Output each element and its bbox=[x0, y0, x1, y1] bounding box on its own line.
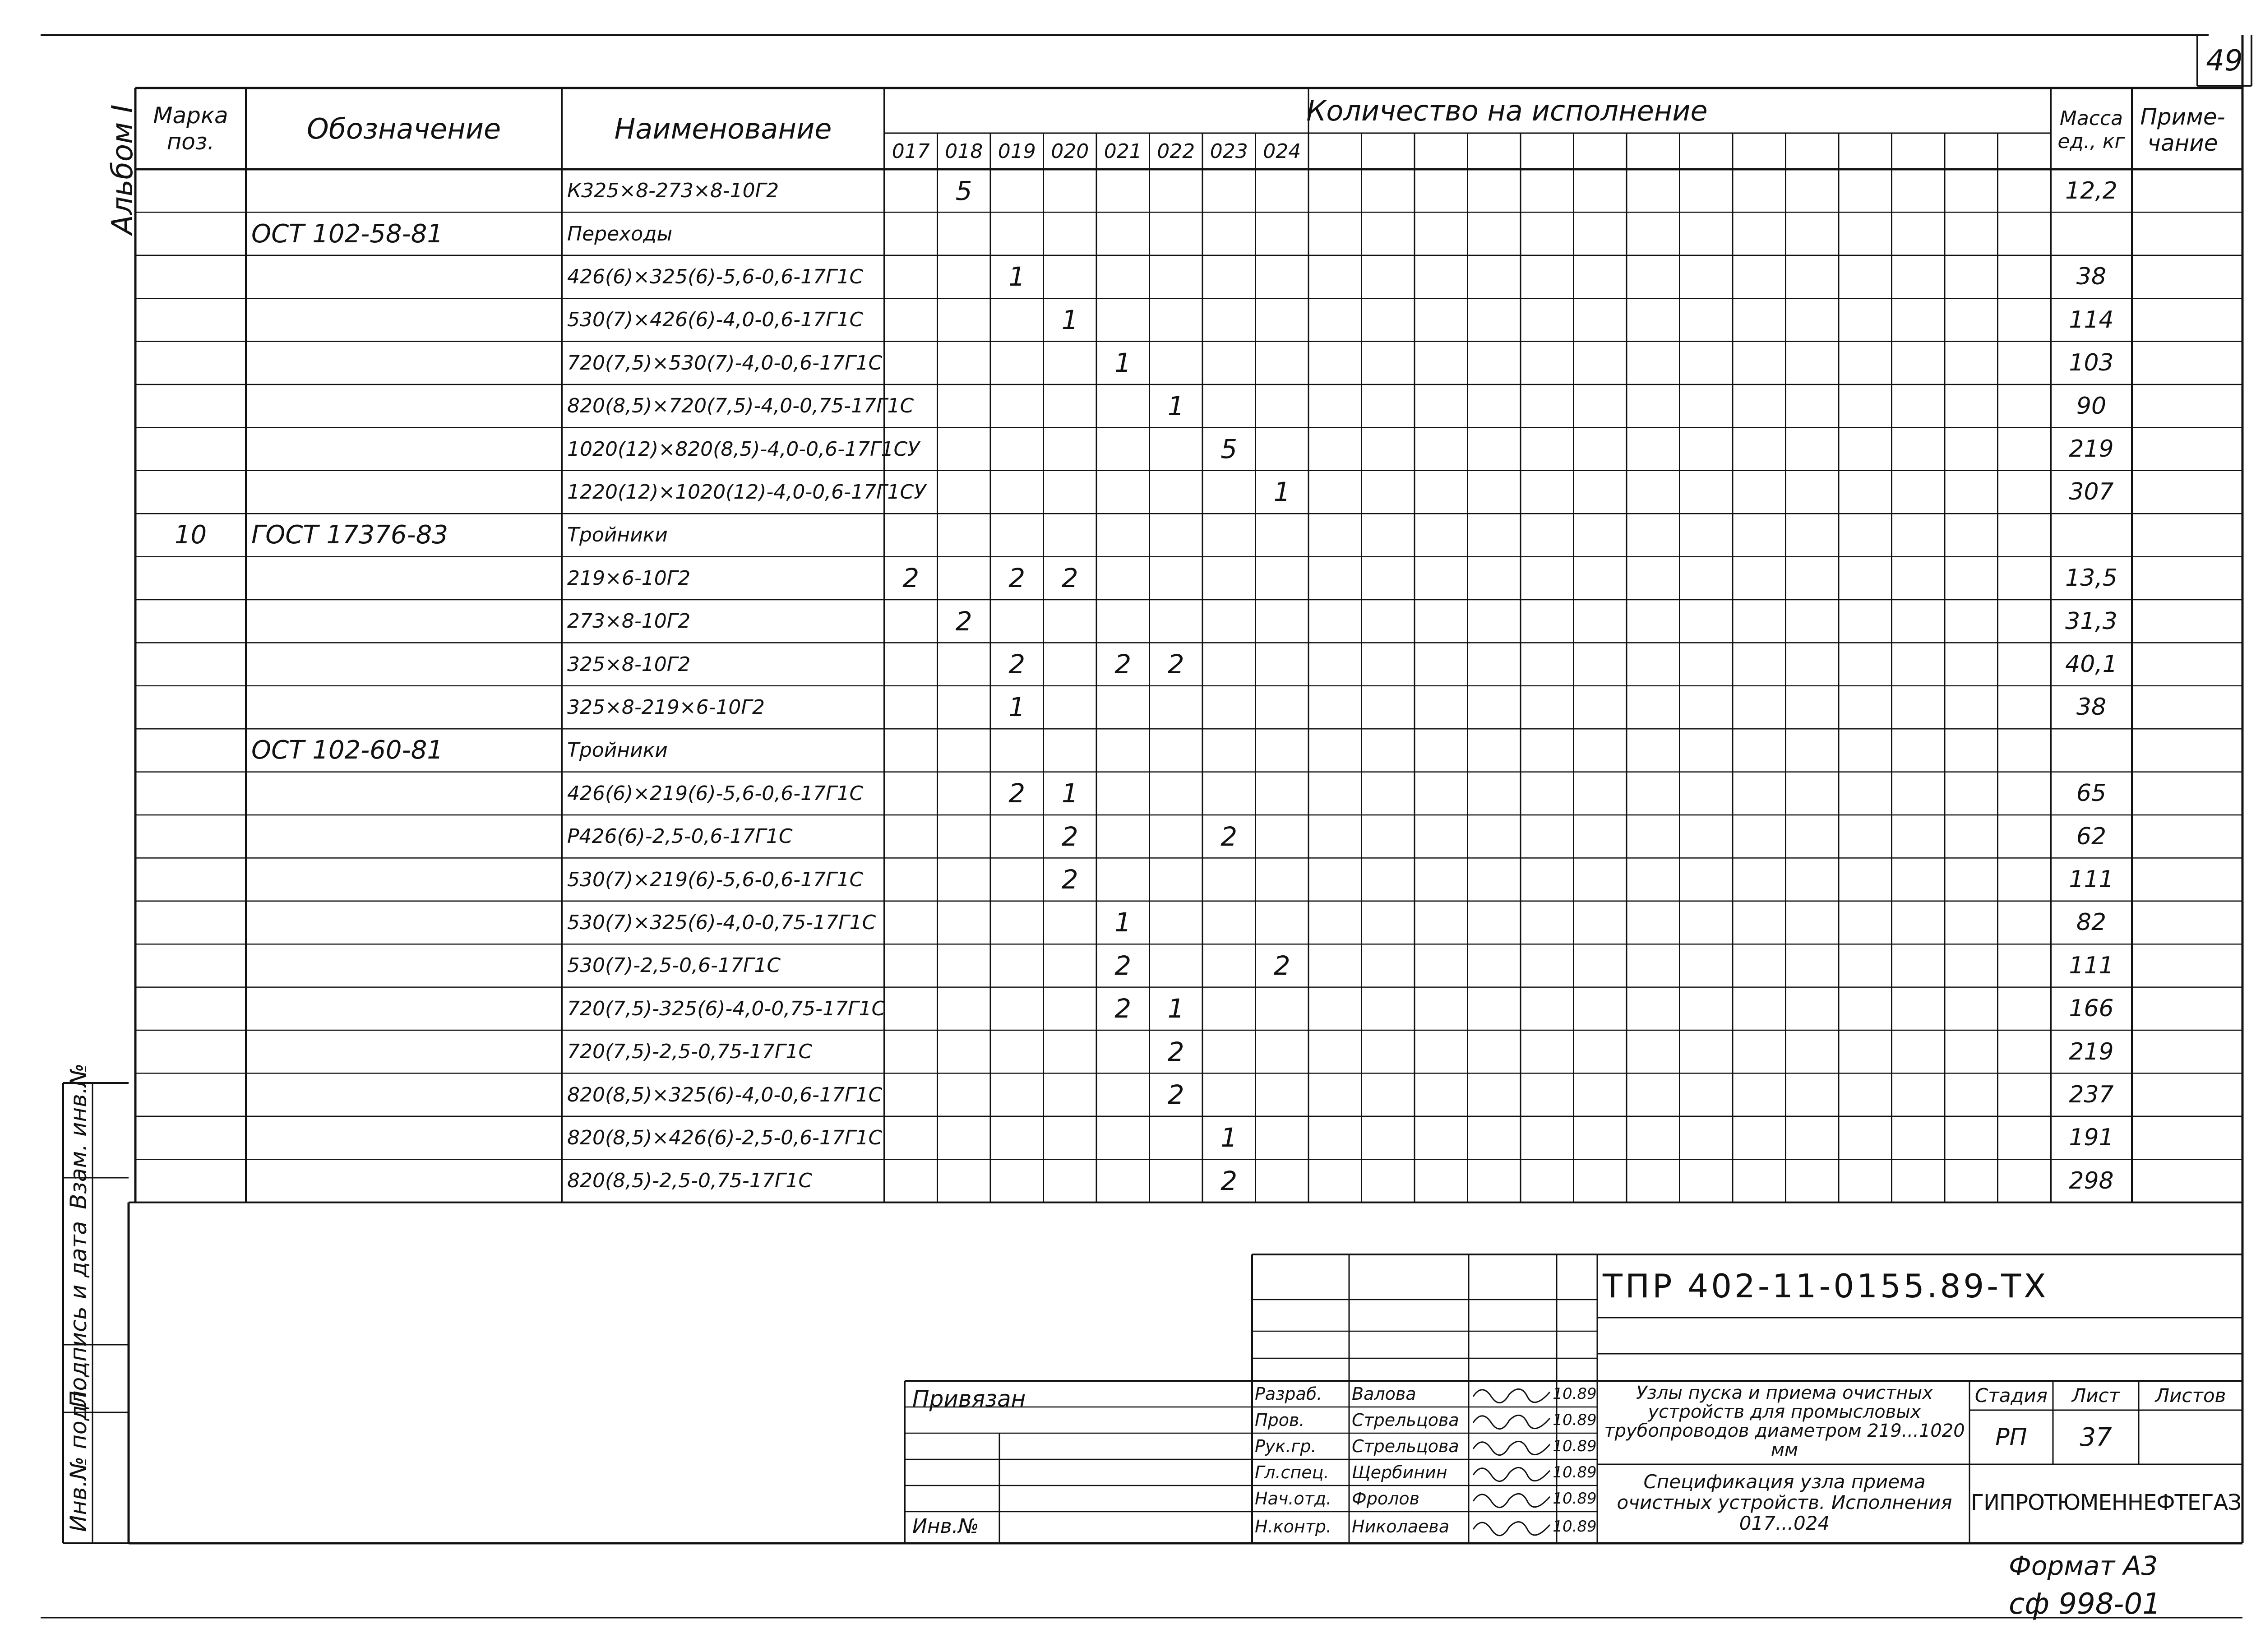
header-designation: Обозначение bbox=[306, 112, 501, 145]
stage-value: РП bbox=[1995, 1424, 2027, 1451]
row-qty-022: 2 bbox=[1167, 649, 1184, 680]
variant-header-017: 017 bbox=[892, 139, 930, 163]
row-qty-017: 2 bbox=[902, 563, 920, 594]
row-name: 530(7)×325(6)-4,0-0,75-17Г1С bbox=[567, 911, 876, 934]
stamp-sign-date: Подпись и дата bbox=[65, 1221, 92, 1408]
row-mark bbox=[135, 815, 246, 858]
header-mass: Масса ед., кг bbox=[2057, 106, 2125, 153]
row-mass: 65 bbox=[2076, 780, 2107, 807]
row-mark bbox=[135, 342, 246, 384]
row-qty-021: 2 bbox=[1114, 993, 1132, 1024]
row-qty-018: 5 bbox=[955, 175, 972, 206]
row-mark bbox=[135, 169, 246, 212]
row-name: 325×8-10Г2 bbox=[567, 652, 691, 676]
row-qty-021: 1 bbox=[1114, 907, 1132, 938]
row-designation bbox=[246, 1116, 562, 1159]
row-mark bbox=[135, 212, 246, 255]
sheet-number: 49 bbox=[2206, 44, 2243, 78]
row-mass: 38 bbox=[2076, 694, 2107, 721]
row-designation bbox=[246, 384, 562, 427]
row-mass bbox=[2051, 212, 2132, 255]
row-name: Тройники bbox=[567, 523, 668, 547]
row-mass: 38 bbox=[2076, 263, 2107, 291]
row-qty-020: 2 bbox=[1061, 864, 1078, 895]
row-mass: 307 bbox=[2069, 478, 2114, 506]
row-name: 1220(12)×1020(12)-4,0-0,6-17Г1СУ bbox=[567, 480, 926, 504]
row-qty-021: 2 bbox=[1114, 950, 1132, 981]
signature-name: Валова bbox=[1352, 1384, 1416, 1404]
row-designation: ГОСТ 17376-83 bbox=[251, 520, 448, 550]
row-mass: 219 bbox=[2069, 435, 2114, 463]
header-mark: Марка поз. bbox=[153, 102, 228, 155]
row-mark bbox=[135, 643, 246, 685]
organization: ГИПРОТЮМЕННЕФТЕГАЗ bbox=[1970, 1490, 2242, 1515]
row-qty-022: 2 bbox=[1167, 1079, 1184, 1111]
row-designation bbox=[246, 901, 562, 944]
title-main: Узлы пуска и приема очистных устройств для промысловых трубопроводов диаметром 219...1020 мм bbox=[1604, 1383, 1965, 1460]
header-name: Наименование bbox=[614, 112, 832, 145]
row-designation bbox=[246, 686, 562, 729]
row-qty-018: 2 bbox=[955, 606, 972, 637]
row-name: 426(6)×219(6)-5,6-0,6-17Г1С bbox=[567, 782, 864, 805]
row-mark bbox=[135, 1030, 246, 1073]
row-qty-023: 2 bbox=[1220, 1165, 1238, 1196]
variant-header-024: 024 bbox=[1263, 139, 1301, 163]
sheets-label: Листов bbox=[2155, 1384, 2226, 1407]
variant-header-019: 019 bbox=[998, 139, 1036, 163]
row-name: 720(7,5)-2,5-0,75-17Г1С bbox=[567, 1040, 813, 1064]
signature-name: Стрельцова bbox=[1352, 1436, 1459, 1456]
row-name: 219×6-10Г2 bbox=[567, 566, 691, 590]
row-mark bbox=[135, 772, 246, 815]
row-designation bbox=[246, 255, 562, 298]
row-mass: 237 bbox=[2069, 1081, 2114, 1109]
row-mass: 31,3 bbox=[2065, 607, 2117, 635]
row-mark bbox=[135, 1116, 246, 1159]
signature-scribble bbox=[1473, 1522, 1550, 1536]
row-mass: 166 bbox=[2069, 995, 2114, 1023]
row-name: 325×8-219×6-10Г2 bbox=[567, 695, 765, 719]
row-designation bbox=[246, 342, 562, 384]
row-name: 820(8,5)-2,5-0,75-17Г1С bbox=[567, 1169, 813, 1193]
inv-no-label: Инв.№ bbox=[912, 1515, 979, 1538]
row-designation: ОСТ 102-58-81 bbox=[251, 219, 444, 249]
row-name: 426(6)×325(6)-5,6-0,6-17Г1С bbox=[567, 265, 864, 288]
row-qty-019: 2 bbox=[1008, 778, 1026, 809]
row-mark bbox=[135, 298, 246, 341]
row-designation bbox=[246, 643, 562, 685]
row-name: 820(8,5)×325(6)-4,0-0,6-17Г1С bbox=[567, 1083, 883, 1106]
row-name: К325×8-273×8-10Г2 bbox=[567, 179, 779, 203]
row-qty-019: 2 bbox=[1008, 563, 1026, 594]
row-designation bbox=[246, 1073, 562, 1116]
row-name: Р426(6)-2,5-0,6-17Г1С bbox=[567, 825, 793, 848]
row-mass bbox=[2051, 514, 2132, 556]
row-designation bbox=[246, 169, 562, 212]
row-mass: 82 bbox=[2076, 909, 2107, 936]
row-mass: 62 bbox=[2076, 823, 2107, 850]
row-qty-019: 1 bbox=[1008, 261, 1026, 292]
signature-date: 10.89 bbox=[1553, 1437, 1597, 1455]
row-name: 530(7)×219(6)-5,6-0,6-17Г1С bbox=[567, 868, 864, 891]
row-name: 820(8,5)×720(7,5)-4,0-0,75-17Г1С bbox=[567, 394, 914, 418]
row-qty-020: 1 bbox=[1061, 304, 1078, 335]
signature-date: 10.89 bbox=[1553, 1411, 1597, 1429]
row-mark: 10 bbox=[174, 520, 207, 550]
row-mark bbox=[135, 858, 246, 901]
signature-date: 10.89 bbox=[1553, 1517, 1597, 1536]
form-code: сф 998-01 bbox=[2009, 1587, 2161, 1621]
sheet-label: Лист bbox=[2071, 1384, 2120, 1407]
row-mark bbox=[135, 901, 246, 944]
stage-label: Стадия bbox=[1974, 1384, 2048, 1407]
row-name: 273×8-10Г2 bbox=[567, 610, 691, 633]
signature-scribble bbox=[1473, 1389, 1550, 1402]
row-mark bbox=[135, 729, 246, 772]
row-mark bbox=[135, 384, 246, 427]
signature-role: Пров. bbox=[1255, 1410, 1305, 1430]
row-name: 530(7)-2,5-0,6-17Г1С bbox=[567, 954, 781, 977]
variant-header-021: 021 bbox=[1104, 139, 1142, 163]
variant-header-022: 022 bbox=[1157, 139, 1195, 163]
variant-header-018: 018 bbox=[945, 139, 983, 163]
row-designation bbox=[246, 1030, 562, 1073]
row-qty-024: 1 bbox=[1273, 477, 1290, 508]
album-label: Альбом I bbox=[106, 104, 139, 235]
signature-role: Рук.гр. bbox=[1255, 1436, 1317, 1456]
row-qty-020: 2 bbox=[1061, 821, 1078, 852]
row-qty-019: 1 bbox=[1008, 692, 1026, 723]
row-designation bbox=[246, 298, 562, 341]
row-designation bbox=[246, 600, 562, 643]
signature-role: Нач.отд. bbox=[1255, 1489, 1332, 1509]
row-mass: 13,5 bbox=[2065, 565, 2117, 592]
row-qty-024: 2 bbox=[1273, 950, 1290, 981]
row-name: Переходы bbox=[567, 222, 673, 245]
row-mark bbox=[135, 471, 246, 514]
row-mark bbox=[135, 255, 246, 298]
row-qty-019: 2 bbox=[1008, 649, 1026, 680]
row-mass: 191 bbox=[2069, 1124, 2114, 1152]
signature-role: Гл.спец. bbox=[1255, 1462, 1329, 1482]
row-mass: 40,1 bbox=[2065, 651, 2117, 678]
row-designation bbox=[246, 858, 562, 901]
row-mark bbox=[135, 686, 246, 729]
row-mark bbox=[135, 557, 246, 600]
row-mark bbox=[135, 600, 246, 643]
row-mark bbox=[135, 987, 246, 1030]
signature-name: Николаева bbox=[1352, 1516, 1450, 1536]
doc-code: ТПР 402-11-0155.89-ТХ bbox=[1603, 1267, 2049, 1305]
row-mass: 103 bbox=[2069, 349, 2114, 377]
attached-label: Привязан bbox=[912, 1386, 1026, 1412]
row-mass: 111 bbox=[2069, 952, 2114, 979]
row-qty-023: 2 bbox=[1220, 821, 1238, 852]
row-mass: 114 bbox=[2069, 306, 2114, 333]
row-mark bbox=[135, 944, 246, 987]
row-name: 720(7,5)-325(6)-4,0-0,75-17Г1С bbox=[567, 997, 886, 1020]
row-qty-021: 1 bbox=[1114, 347, 1132, 379]
row-qty-022: 1 bbox=[1167, 390, 1184, 421]
signature-name: Фролов bbox=[1352, 1489, 1420, 1509]
title-sub: Спецификация узла приема очистных устройств. Исполнения 017...024 bbox=[1617, 1470, 1952, 1535]
row-designation bbox=[246, 1159, 562, 1202]
signature-role: Разраб. bbox=[1255, 1384, 1322, 1404]
row-mass: 298 bbox=[2069, 1167, 2114, 1194]
row-designation bbox=[246, 987, 562, 1030]
header-note: Приме- чание bbox=[2140, 103, 2225, 156]
row-name: 1020(12)×820(8,5)-4,0-0,6-17Г1СУ bbox=[567, 437, 920, 461]
row-mark bbox=[135, 1159, 246, 1202]
row-mass bbox=[2051, 729, 2132, 772]
row-designation bbox=[246, 557, 562, 600]
signature-scribble bbox=[1473, 1494, 1550, 1507]
row-qty-023: 1 bbox=[1220, 1122, 1238, 1153]
sheets-value bbox=[2139, 1410, 2242, 1464]
signature-name: Стрельцова bbox=[1352, 1410, 1459, 1430]
row-name: 720(7,5)×530(7)-4,0-0,6-17Г1С bbox=[567, 351, 883, 375]
signature-date: 10.89 bbox=[1553, 1385, 1597, 1403]
row-mark bbox=[135, 1073, 246, 1116]
row-designation: ОСТ 102-60-81 bbox=[251, 736, 444, 765]
row-mass: 90 bbox=[2076, 392, 2107, 420]
row-designation bbox=[246, 944, 562, 987]
sheet-value: 37 bbox=[2080, 1422, 2112, 1452]
row-qty-023: 5 bbox=[1220, 434, 1238, 465]
row-mass: 219 bbox=[2069, 1038, 2114, 1065]
row-designation bbox=[246, 772, 562, 815]
row-mark bbox=[135, 427, 246, 470]
signature-scribble bbox=[1473, 1467, 1550, 1481]
stamp-inv-duplicate: Взам. инв.№ bbox=[65, 1063, 92, 1209]
variant-header-023: 023 bbox=[1210, 139, 1248, 163]
row-qty-020: 1 bbox=[1061, 778, 1078, 809]
stamp-inv-original: Инв.№ подл. bbox=[65, 1383, 92, 1532]
signature-date: 10.89 bbox=[1553, 1463, 1597, 1481]
row-qty-022: 1 bbox=[1167, 993, 1184, 1024]
row-qty-020: 2 bbox=[1061, 563, 1078, 594]
signature-scribble bbox=[1473, 1415, 1550, 1429]
row-mass: 111 bbox=[2069, 866, 2114, 893]
header-quantity: Количество на исполнение bbox=[1306, 94, 1708, 127]
row-mass: 12,2 bbox=[2065, 177, 2117, 204]
row-qty-021: 2 bbox=[1114, 649, 1132, 680]
row-designation bbox=[246, 427, 562, 470]
signature-date: 10.89 bbox=[1553, 1490, 1597, 1508]
signature-role: Н.контр. bbox=[1255, 1516, 1332, 1536]
signature-name: Щербинин bbox=[1352, 1462, 1447, 1482]
row-name: 820(8,5)×426(6)-2,5-0,6-17Г1С bbox=[567, 1126, 883, 1149]
row-name: Тройники bbox=[567, 739, 668, 762]
signature-scribble bbox=[1473, 1441, 1550, 1455]
row-name: 530(7)×426(6)-4,0-0,6-17Г1С bbox=[567, 308, 864, 332]
variant-header-020: 020 bbox=[1051, 139, 1089, 163]
row-designation bbox=[246, 471, 562, 514]
row-qty-022: 2 bbox=[1167, 1036, 1184, 1067]
format-label: Формат А3 bbox=[2009, 1550, 2158, 1581]
row-designation bbox=[246, 815, 562, 858]
